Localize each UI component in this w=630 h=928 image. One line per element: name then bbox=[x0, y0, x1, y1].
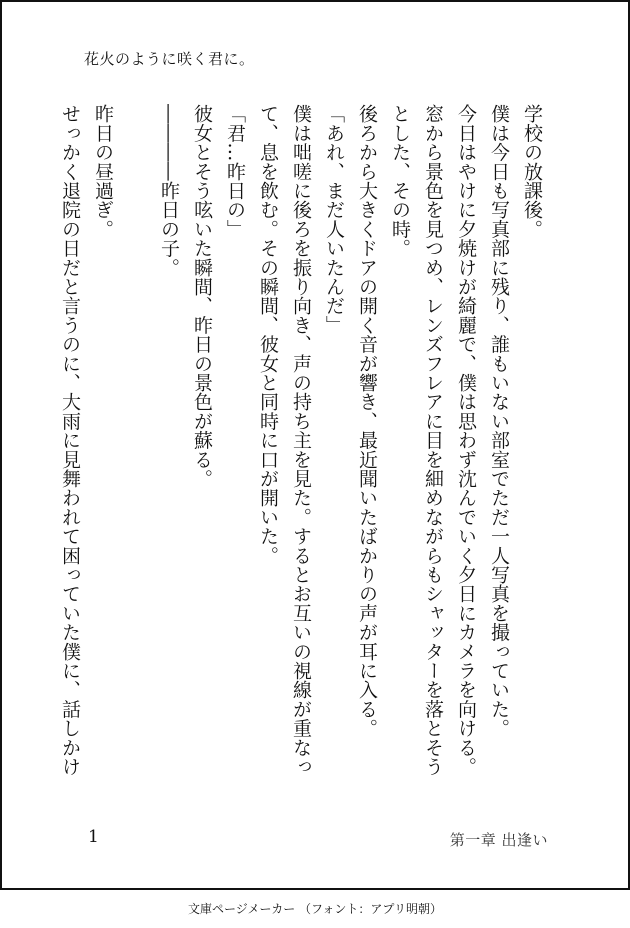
body-line: 僕は今日も写真部に残り、誰もいない部室でただ一人写真を撮っていた。 bbox=[488, 104, 510, 738]
body-line: 「あれ、まだ人いたんだ」 bbox=[323, 104, 345, 335]
body-line: ――――昨日の子。 bbox=[158, 104, 180, 277]
chapter-title: 第一章 出逢い bbox=[449, 831, 548, 849]
body-line: 昨日の昼過ぎ。 bbox=[92, 104, 114, 239]
body-line-blank bbox=[119, 104, 152, 794]
book-title: 花火のように咲く君に。 bbox=[84, 50, 255, 68]
body-line: 彼女とそう呟いた瞬間、昨日の景色が蘇る。 bbox=[191, 104, 213, 488]
body-line: 僕は咄嗟に後ろを振り向き、声の持ち主を見た。するとお互いの視線が重なっ bbox=[290, 104, 312, 776]
page-number: 1 bbox=[88, 827, 99, 847]
body-line: とした、その時。 bbox=[389, 104, 411, 258]
body-line: 窓から景色を見つめ、レンズフレアに目を細めながらもシャッターを落とそう bbox=[422, 104, 444, 776]
body-line: 今日はやけに夕焼けが綺麗で、僕は思わず沈んでいく夕日にカメラを向ける。 bbox=[455, 104, 477, 776]
body-line: 後ろから大きくドアの開く音が響き、最近聞いたばかりの声が耳に入る。 bbox=[356, 104, 378, 738]
body-line: せっかく退院の日だと言うのに、大雨に見舞われて困っていた僕に、話しかけ bbox=[59, 104, 81, 776]
body-line: て、息を飲む。その瞬間、彼女と同時に口が開いた。 bbox=[257, 104, 279, 565]
body-text bbox=[59, 104, 548, 794]
credit-caption: 文庫ページメーカー （フォント：アプリ明朝） bbox=[188, 902, 442, 916]
body-line: 学校の放課後。 bbox=[521, 104, 543, 239]
body-line: 「君…昨日の」 bbox=[224, 104, 246, 239]
